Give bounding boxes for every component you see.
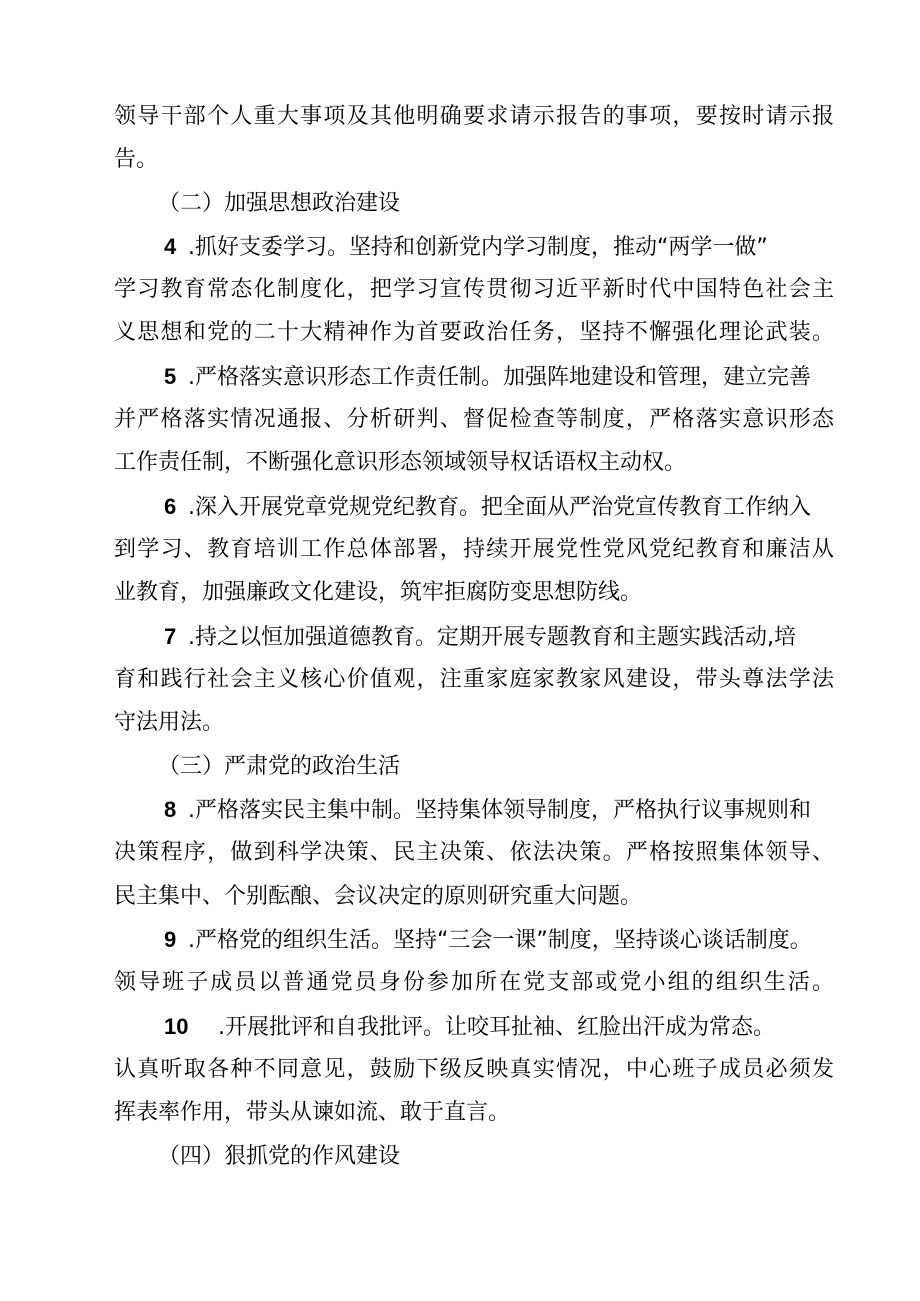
item-text: .严格落实意识形态工作责任制。加强阵地建设和管理，建立完善	[188, 365, 811, 390]
item-number: 10	[164, 1014, 189, 1039]
item-5-first-line	[164, 362, 834, 393]
item-7-first-line	[164, 622, 834, 653]
item-text: .深入开展党章党规党纪教育。把全面从严治党宣传教育工作纳入	[188, 495, 811, 520]
paragraph-line: 决策程序，做到科学决策、民主决策、依法决策。严格按照集体领导、	[114, 840, 834, 865]
section-heading: （四）狠抓党的作风建设	[158, 1144, 401, 1169]
paragraph-line: 领导干部个人重大事项及其他明确要求请示报告的事项，要按时请示报	[114, 104, 834, 129]
paragraph-line: 并严格落实情况通报、分析研判、督促检查等制度，严格落实意识形态	[114, 407, 834, 432]
item-9-first-line	[164, 925, 834, 956]
item-text: .严格落实民主集中制。坚持集体领导制度，严格执行议事规则和	[188, 798, 811, 823]
paragraph-line: 民主集中、个别酝酿、会议决定的原则研究重大问题。	[114, 884, 643, 909]
item-number: 9	[164, 927, 177, 952]
item-4-first-line	[164, 232, 834, 263]
paragraph-line: 挥表率作用，带头从谏如流、敢于直言。	[114, 1100, 511, 1125]
paragraph-line: 育和践行社会主义核心价值观，注重家庭家教家风建设，带头尊法学法	[114, 667, 834, 692]
paragraph-line: 认真听取各种不同意见，鼓励下级反映真实情况，中心班子成员必须发	[114, 1057, 834, 1082]
item-text: .持之以恒加强道德教育。定期开展专题教育和主题实践活动,培	[188, 625, 796, 650]
item-number: 5	[164, 364, 177, 389]
item-number: 4	[164, 234, 177, 259]
item-text: .严格党的组织生活。坚持“三会一课”制度，坚持谈心谈话制度。	[188, 928, 812, 953]
item-6-first-line	[164, 492, 834, 523]
paragraph-line: 领导班子成员以普通党员身份参加所在党支部或党小组的组织生活。	[114, 970, 834, 995]
paragraph-line: 业教育，加强廉政文化建设，筑牢拒腐防变思想防线。	[114, 580, 643, 605]
paragraph-line: 学习教育常态化制度化，把学习宣传贯彻习近平新时代中国特色社会主	[114, 277, 834, 302]
item-text: .抓好支委学习。坚持和创新党内学习制度，推动“两学一做”	[188, 235, 768, 260]
paragraph-line: 到学习、教育培训工作总体部署，持续开展党性党风党纪教育和廉洁从	[114, 537, 834, 562]
paragraph-line: 工作责任制，不断强化意识形态领域领导权话语权主动权。	[114, 450, 687, 475]
paragraph-line: 义思想和党的二十大精神作为首要政治任务，坚持不懈强化理论武装。	[114, 320, 834, 345]
paragraph-line: 守法用法。	[114, 710, 225, 735]
section-heading: （二）加强思想政治建设	[158, 191, 401, 216]
item-number: 7	[164, 624, 177, 649]
item-number: 8	[164, 797, 177, 822]
item-number: 6	[164, 494, 177, 519]
paragraph-line: 告。	[114, 147, 159, 172]
item-10-first-line	[164, 1012, 834, 1043]
section-heading: （三）严肃党的政治生活	[158, 754, 401, 779]
item-text: .开展批评和自我批评。让咬耳扯袖、红脸出汗成为常态。	[218, 1015, 775, 1040]
item-8-first-line	[164, 795, 834, 826]
